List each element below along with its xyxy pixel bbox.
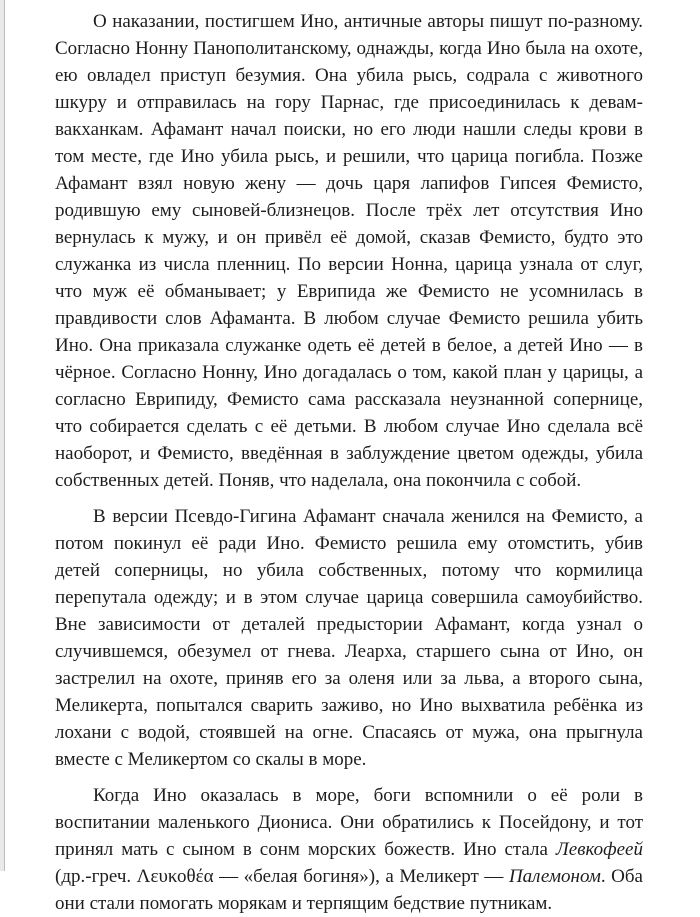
paragraph-pseudo-hyginus-version xyxy=(55,503,643,773)
italic-term: Палемоном xyxy=(508,866,601,887)
italic-term: Левкофеей xyxy=(555,839,643,860)
text-segment: Когда Ино оказалась в море, боги вспомнили о её роли в воспитании маленького Диониса. Они обратились к Посейдону, и тот принял мать с сыном в сонм морских божеств. Ино стала xyxy=(55,785,643,860)
text-segment: . Оба они стали помогать морякам и терпящим бедствие путникам. xyxy=(55,866,643,914)
page-edge-strip xyxy=(0,0,5,871)
paragraph-deification xyxy=(55,782,643,917)
article-text xyxy=(55,8,643,917)
text-segment: (др.-греч. Λευκοθέα — «белая богиня»), а Меликерт — xyxy=(55,866,509,887)
text-segment: О наказании, постигшем Ино, античные авторы пишут по-разному. Согласно Нонну Панополитанскому, однажды, когда Ино была на охоте, ею овладел приступ безумия. Она убила рысь, содрала с животного шкуру и отправилась на гору Парнас, где присоединилась к девам-вакханкам. Афамант начал поиски, но его люди нашли следы крови в том месте, где Ино убила рысь, и решили, что царица погибла. Позже Афамант взял новую жену — дочь царя лапифов Гипсея Фемисто, родившую ему сыновей-близнецов. После трёх лет отсутствия Ино вернулась к мужу, и он привёл её домой, сказав Фемисто, будто это служанка из числа пленниц. По версии Нонна, царица узнала от слуг, что муж её обманывает; у Еврипида же Фемисто не усомнилась в правдивости слов Афаманта. В любом случае Фемисто решила убить Ино. Она приказала служанке одеть её детей в белое, а детей Ино — в чёрное. Согласно Нонну, Ино догадалась о том, какой план у царицы, а согласно Еврипиду, Фемисто сама рассказала неузнанной сопернице, что собирается сделать с её детьми. В любом случае Ино сделала всё наоборот, и Фемисто, введённая в заблуждение цветом одежды, убила собственных детей. Поняв, что наделала, она покончила с собой. xyxy=(55,11,643,491)
text-segment: В версии Псевдо-Гигина Афамант сначала женился на Фемисто, а потом покинул её ради Ино. Фемисто решила ему отомстить, убив детей соперницы, но убила собственных, потому что кормилица перепутала одежду; и в этом случае царица совершила самоубийство. Вне зависимости от деталей предыстории Афамант, когда узнал о случившемся, обезумел от гнева. Леарха, старшего сына от Ино, он застрелил на охоте, приняв его за оленя или за льва, а второго сына, Меликерта, попытался сварить заживо, но Ино выхватила ребёнка из лохани с водой, стоявшей на огне. Спасаясь от мужа, она прыгнула вместе с Меликертом со скалы в море. xyxy=(55,506,643,770)
paragraph-punishment-versions xyxy=(55,8,643,494)
